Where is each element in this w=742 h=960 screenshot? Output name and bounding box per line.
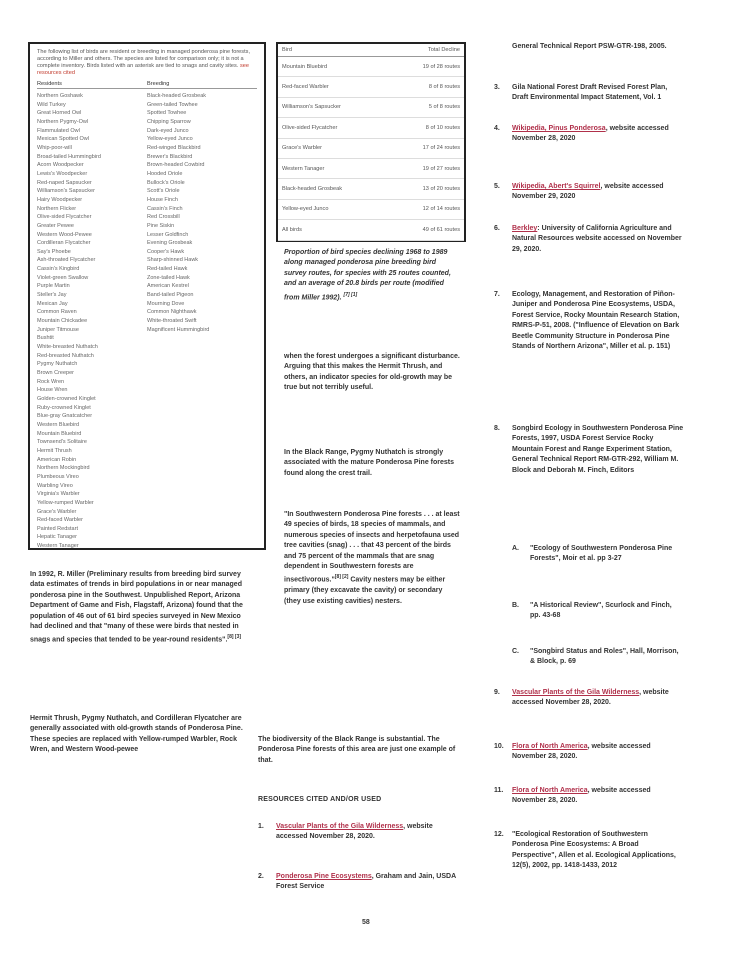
residents-column bbox=[37, 81, 147, 551]
species-item: Acorn Woodpecker bbox=[37, 162, 84, 169]
left-paragraph-1 bbox=[30, 570, 250, 646]
decline-bird-cell: Red-faced Warbler bbox=[278, 77, 390, 97]
resources-heading: RESOURCES CITED AND/OR USED bbox=[258, 796, 382, 803]
reference-body bbox=[494, 830, 684, 872]
breeding-column bbox=[147, 81, 257, 551]
reference-item bbox=[494, 124, 684, 145]
species-item: Cassin's Finch bbox=[147, 205, 183, 212]
reference-item bbox=[494, 42, 684, 52]
species-item: Red-naped Sapsucker bbox=[37, 179, 92, 186]
species-box-intro-text: The following list of birds are resident or breeding in managed ponderosa pine forests, according to Miller and others. The species are listed for comparison only; it is not a complete inventory. Birds listed with an asterisk are tied to snags and cavity sites. bbox=[37, 49, 250, 69]
species-item: Northern Mockingbird bbox=[37, 465, 90, 472]
species-item: Rock Wren bbox=[37, 378, 65, 385]
species-columns bbox=[37, 81, 257, 551]
decline-bird-cell: Olive-sided Flycatcher bbox=[278, 118, 390, 138]
species-item: Ruby-crowned Kinglet bbox=[37, 404, 91, 411]
reference-text: Gila National Forest Draft Revised Forest Plan, Draft Environmental Impact Statement, Vol. 1 bbox=[512, 84, 668, 102]
species-item: Greater Pewee bbox=[37, 222, 74, 229]
reference-link[interactable]: Berkley bbox=[512, 225, 538, 232]
reference-number: 1. bbox=[258, 823, 264, 830]
species-item: Yellow-eyed Junco bbox=[147, 136, 193, 143]
species-item: House Finch bbox=[147, 196, 178, 203]
reference-number: 3. bbox=[494, 84, 500, 91]
reference-link[interactable]: Ponderosa Pine Ecosystems bbox=[276, 873, 372, 880]
decline-value-cell: 49 of 61 routes bbox=[390, 220, 464, 240]
reference-number: B. bbox=[512, 602, 519, 609]
species-item: Western Tanager bbox=[37, 543, 79, 550]
reference-link[interactable]: Flora of North America bbox=[512, 743, 588, 750]
species-list-box bbox=[28, 42, 266, 550]
decline-value-cell: 5 of 8 routes bbox=[390, 97, 464, 117]
species-item: Mountain Chickadee bbox=[37, 318, 88, 325]
reference-text: , Graham and Jain, USDA Forest Service bbox=[276, 873, 456, 891]
species-item: Warbling Vireo bbox=[37, 482, 73, 489]
species-item: Flammulated Owl bbox=[37, 127, 80, 134]
species-item: Lesser Goldfinch bbox=[147, 231, 189, 238]
reference-body bbox=[494, 42, 684, 52]
reference-number: 11. bbox=[494, 787, 504, 794]
decline-table-row bbox=[278, 138, 464, 158]
species-item: Blue-gray Gnatcatcher bbox=[37, 413, 93, 420]
reference-item bbox=[494, 182, 684, 203]
species-item: American Robin bbox=[37, 456, 77, 463]
decline-value-cell: 19 of 27 routes bbox=[390, 158, 464, 178]
decline-table-row bbox=[278, 77, 464, 97]
reference-body bbox=[512, 601, 680, 622]
species-item: Western Bluebird bbox=[37, 421, 80, 428]
species-item: Northern Pygmy-Owl bbox=[37, 118, 89, 125]
species-item: Olive-sided Flycatcher bbox=[37, 214, 92, 221]
species-item: Ash-throated Flycatcher bbox=[37, 257, 96, 264]
decline-table-col-decline: Total Decline bbox=[390, 44, 464, 57]
decline-table-row bbox=[278, 118, 464, 138]
species-item: Brown-headed Cowbird bbox=[147, 162, 205, 169]
decline-bird-cell: Western Tanager bbox=[278, 158, 390, 178]
reference-number: 10. bbox=[494, 743, 504, 750]
species-item: Yellow-rumped Warbler bbox=[37, 499, 94, 506]
species-item: Chipping Sparrow bbox=[147, 118, 191, 125]
decline-value-cell: 8 of 8 routes bbox=[390, 77, 464, 97]
species-item: Cassin's Kingbird bbox=[37, 266, 80, 273]
reference-body bbox=[494, 224, 684, 255]
decline-value-cell: 13 of 20 routes bbox=[390, 179, 464, 199]
species-item: Plumbeous Vireo bbox=[37, 473, 79, 480]
residents-header: Residents bbox=[37, 81, 147, 89]
species-item: Hairy Woodpecker bbox=[37, 196, 83, 203]
species-item: Scott's Oriole bbox=[147, 188, 180, 195]
species-item: Say's Phoebe bbox=[37, 248, 71, 255]
decline-bird-cell: Mountain Bluebird bbox=[278, 57, 390, 77]
decline-bird-cell: All birds bbox=[278, 220, 390, 240]
species-item: Pine Siskin bbox=[147, 222, 175, 229]
reference-link[interactable]: Wikipedia, Abert's Squirrel bbox=[512, 183, 601, 190]
reference-body bbox=[494, 688, 684, 709]
reference-text: , website accessed November 28, 2020. bbox=[512, 689, 669, 707]
decline-value-cell: 19 of 28 routes bbox=[390, 57, 464, 77]
mid-paragraph-2: In the Black Range, Pygmy Nuthatch is strongly associated with the mature Ponderosa Pine forests found along the crest trail. bbox=[284, 449, 454, 477]
species-item: Purple Martin bbox=[37, 283, 70, 290]
mid-quote-tail: Cavity nesters may be either primary (they excavate the cavity) or secondary (they use existing cavities) nesters. bbox=[284, 576, 446, 605]
left-paragraph-1-text: In 1992, R. Miller (Preliminary results from breeding bird survey data estimates of trends in bird populations in or near managed ponderosa pine in the Southwest. Unpublished Report, Arizona Department of Game and Fish, Flagstaff, Arizona) found that the population of 46 out of 61 bird species surveyed in New Mexico had declined and that "many of these were birds that nested in snags and species that tended to be year-round residents". bbox=[30, 571, 243, 644]
decline-bird-cell: Yellow-eyed Junco bbox=[278, 199, 390, 219]
reference-item bbox=[494, 83, 684, 104]
decline-bird-cell: Grace's Warbler bbox=[278, 138, 390, 158]
reference-text: , website accessed November 29, 2020 bbox=[512, 183, 664, 201]
reference-body bbox=[512, 544, 680, 565]
species-item: Sharp-shinned Hawk bbox=[147, 257, 199, 264]
species-item: Evening Grosbeak bbox=[147, 240, 193, 247]
reference-number: 5. bbox=[494, 183, 500, 190]
decline-table-row bbox=[278, 179, 464, 199]
reference-number: 2. bbox=[258, 873, 264, 880]
species-item: Wild Turkey bbox=[37, 101, 66, 108]
reference-item bbox=[512, 601, 680, 622]
species-item: Band-tailed Pigeon bbox=[147, 292, 194, 299]
breeding-header: Breeding bbox=[147, 81, 257, 89]
reference-text: General Technical Report PSW-GTR-198, 2005. bbox=[512, 43, 667, 50]
reference-text: Ecology, Management, and Restoration of Piñon-Juniper and Ponderosa Pine Ecosystems, USDA, Forest Service, Rocky Mountain Research Station, RMRS-P-51, 2008. ("Influence of Elevation on Bark Beetle Community Structure in Ponderosa Pine Stands of Northern Arizona", Miller et al. p. 151) bbox=[512, 291, 680, 351]
table-caption-ref[interactable]: [7] [1] bbox=[343, 291, 358, 298]
reference-link[interactable]: Flora of North America bbox=[512, 787, 588, 794]
reference-number: C. bbox=[512, 648, 519, 655]
reference-body bbox=[494, 83, 684, 104]
decline-table-header-row bbox=[278, 44, 464, 57]
species-item: Brewer's Blackbird bbox=[147, 153, 193, 160]
reference-text: , website accessed November 28, 2020. bbox=[512, 787, 651, 805]
left-paragraph-2: Hermit Thrush, Pygmy Nuthatch, and Cordilleran Flycatcher are generally associated with old-growth stands of Ponderosa Pine. These species are replaced with Yellow-rumped Warbler, Rock Wren, and Western Wood-pewee bbox=[30, 715, 243, 754]
table-caption-text: Proportion of bird species declining 1968 to 1989 along managed ponderosa pine breeding bird survey routes, for species with 25 routes counted, and an average of 20.8 birds per route (modified from Miller 1992). bbox=[284, 249, 451, 301]
species-item: Western Wood-Pewee bbox=[37, 231, 92, 238]
species-item: Pygmy Nuthatch bbox=[37, 361, 78, 368]
decline-bird-cell: Black-headed Grosbeak bbox=[278, 179, 390, 199]
species-item: House Wren bbox=[37, 387, 68, 394]
mid-paragraph-1: when the forest undergoes a significant disturbance. Arguing that this makes the Hermit Thrush, and others, an indicator species for old-growth may be true but not terribly useful. bbox=[284, 353, 460, 392]
species-item: Grace's Warbler bbox=[37, 508, 77, 515]
reference-link[interactable]: Vascular Plants of the Gila Wilderness bbox=[276, 823, 404, 830]
species-item: White-throated Swift bbox=[147, 318, 197, 325]
reference-body bbox=[494, 290, 684, 352]
reference-body bbox=[512, 647, 680, 668]
species-item: Painted Redstart bbox=[37, 525, 78, 532]
reference-item bbox=[258, 872, 460, 893]
species-item: Red-winged Blackbird bbox=[147, 144, 201, 151]
reference-body bbox=[258, 822, 460, 843]
reference-text: , website accessed November 28, 2020. bbox=[276, 823, 433, 841]
species-item: Northern Goshawk bbox=[37, 93, 83, 99]
reference-link[interactable]: Vascular Plants of the Gila Wilderness bbox=[512, 689, 640, 696]
species-box-intro bbox=[37, 49, 257, 77]
reference-item bbox=[494, 786, 684, 807]
reference-number: 8. bbox=[494, 425, 500, 432]
decline-table-row bbox=[278, 57, 464, 77]
species-item: Brown Creeper bbox=[37, 370, 74, 376]
reference-text: "Ecology of Southwestern Ponderosa Pine Forests", Moir et al. pp 3-27 bbox=[530, 545, 673, 563]
species-item: Mourning Dove bbox=[147, 300, 185, 307]
reference-item bbox=[494, 688, 684, 709]
species-item: Bushtit bbox=[37, 335, 54, 342]
species-item: Whip-poor-will bbox=[37, 144, 72, 151]
species-item: Great Horned Owl bbox=[37, 110, 82, 117]
reference-item bbox=[512, 647, 680, 668]
species-item: American Kestrel bbox=[147, 283, 189, 290]
decline-table-col-bird: Bird bbox=[278, 44, 390, 57]
reference-text: : University of California Agriculture and Natural Resources website accessed on November 29, 2020. bbox=[512, 225, 682, 253]
species-item: Red-breasted Nuthatch bbox=[37, 352, 94, 359]
reference-item bbox=[494, 742, 684, 763]
reference-body bbox=[494, 742, 684, 763]
reference-text: , website accessed November 28, 2020 bbox=[512, 125, 669, 143]
species-item: White-breasted Nuthatch bbox=[37, 344, 98, 351]
reference-number: 6. bbox=[494, 225, 500, 232]
reference-number: 12. bbox=[494, 831, 504, 838]
species-item: Virginia's Warbler bbox=[37, 491, 80, 498]
species-item: Cordilleran Flycatcher bbox=[37, 240, 91, 247]
reference-text: "Songbird Status and Roles", Hall, Morrison, & Block, p. 69 bbox=[530, 648, 679, 666]
mid-quote bbox=[284, 510, 460, 607]
species-item: Lewis's Woodpecker bbox=[37, 170, 88, 177]
mid-paragraph-3: The biodiversity of the Black Range is substantial. The Ponderosa Pine forests of this area are just one example of that. bbox=[258, 736, 456, 764]
species-item: Zone-tailed Hawk bbox=[147, 274, 190, 281]
species-box-intro-link[interactable]: see resources cited bbox=[37, 63, 249, 76]
species-item: Red Crossbill bbox=[147, 214, 180, 221]
reference-number: 7. bbox=[494, 291, 500, 298]
decline-table-row bbox=[278, 97, 464, 117]
species-item: Dark-eyed Junco bbox=[147, 127, 189, 134]
species-item: Steller's Jay bbox=[37, 292, 67, 299]
decline-table-row bbox=[278, 220, 464, 240]
decline-value-cell: 12 of 14 routes bbox=[390, 199, 464, 219]
decline-table-body bbox=[278, 57, 464, 241]
decline-table-box bbox=[276, 42, 466, 242]
species-item: Spotted Towhee bbox=[147, 110, 187, 117]
species-item: Mexican Spotted Owl bbox=[37, 136, 89, 143]
species-item: Broad-tailed Hummingbird bbox=[37, 153, 101, 160]
species-item: Green-tailed Towhee bbox=[147, 101, 198, 108]
reference-text: "A Historical Review", Scurlock and Finch, pp. 43-68 bbox=[530, 602, 672, 620]
decline-table-row bbox=[278, 158, 464, 178]
reference-body bbox=[494, 786, 684, 807]
species-item: Common Raven bbox=[37, 309, 77, 316]
reference-text: Songbird Ecology in Southwestern Ponderosa Pine Forests, 1997, USDA Forest Service Rocky Mountain Forest and Range Experiment Station, General Technical Report RM-GTR-292, William M. Block and Deborah M. Finch, Editors bbox=[512, 425, 684, 474]
reference-item bbox=[494, 830, 684, 872]
species-item: Townsend's Solitaire bbox=[37, 439, 87, 446]
species-item: Violet-green Swallow bbox=[37, 274, 89, 281]
page-number: 58 bbox=[362, 919, 370, 926]
reference-text: "Ecological Restoration of Southwestern Ponderosa Pine Ecosystems: A Broad Perspective", Allen et al. Ecological Applications, 12(5), 2002, pp. 1418-1433, 2012 bbox=[512, 831, 676, 870]
mid-quote-text: "In Southwestern Ponderosa Pine forests . . . at least 49 species of birds, 18 species of mammals, and numerous species of insects and herpetofauna used tree cavities (snag) . . . that 43 percent of the birds and 75 percent of the mammals that are snag dependent in Southwestern forests are insectivorous." bbox=[284, 511, 460, 584]
species-item: Common Nighthawk bbox=[147, 309, 197, 316]
reference-link[interactable]: Wikipedia, Pinus Ponderosa bbox=[512, 125, 606, 132]
decline-value-cell: 17 of 24 routes bbox=[390, 138, 464, 158]
reference-body bbox=[258, 872, 460, 893]
species-item: Williamson's Sapsucker bbox=[37, 188, 95, 195]
reference-text: , website accessed November 28, 2020. bbox=[512, 743, 651, 761]
species-item: Hermit Thrush bbox=[37, 447, 72, 454]
species-item: Bullock's Oriole bbox=[147, 179, 185, 186]
mid-quote-ref[interactable]: [8] [2] bbox=[334, 574, 349, 581]
reference-body bbox=[494, 182, 684, 203]
reference-number: 9. bbox=[494, 689, 500, 696]
decline-table-row bbox=[278, 199, 464, 219]
species-item: Northern Flicker bbox=[37, 205, 77, 212]
reference-item bbox=[494, 224, 684, 255]
decline-value-cell: 8 of 10 routes bbox=[390, 118, 464, 138]
reference-item bbox=[494, 424, 684, 476]
table-caption bbox=[284, 248, 460, 303]
reference-item bbox=[494, 290, 684, 352]
species-item: Mountain Bluebird bbox=[37, 430, 82, 437]
reference-number: A. bbox=[512, 545, 519, 552]
species-item: Hepatic Tanager bbox=[37, 534, 77, 541]
species-item: Magnificent Hummingbird bbox=[147, 326, 210, 333]
reference-body bbox=[494, 424, 684, 476]
reference-item bbox=[512, 544, 680, 565]
reference-body bbox=[494, 124, 684, 145]
decline-table bbox=[278, 44, 464, 241]
species-item: Golden-crowned Kinglet bbox=[37, 395, 96, 402]
species-item: Red-tailed Hawk bbox=[147, 266, 188, 273]
species-item: Black-headed Grosbeak bbox=[147, 93, 207, 99]
decline-bird-cell: Williamson's Sapsucker bbox=[278, 97, 390, 117]
species-item: Juniper Titmouse bbox=[37, 326, 79, 333]
species-item: Hooded Oriole bbox=[147, 170, 183, 177]
species-item: Mexican Jay bbox=[37, 300, 68, 307]
reference-item bbox=[258, 822, 460, 843]
species-item: Red-faced Warbler bbox=[37, 517, 83, 524]
left-paragraph-1-ref[interactable]: [8] [3] bbox=[227, 634, 242, 641]
species-item: Cooper's Hawk bbox=[147, 248, 185, 255]
reference-number: 4. bbox=[494, 125, 500, 132]
